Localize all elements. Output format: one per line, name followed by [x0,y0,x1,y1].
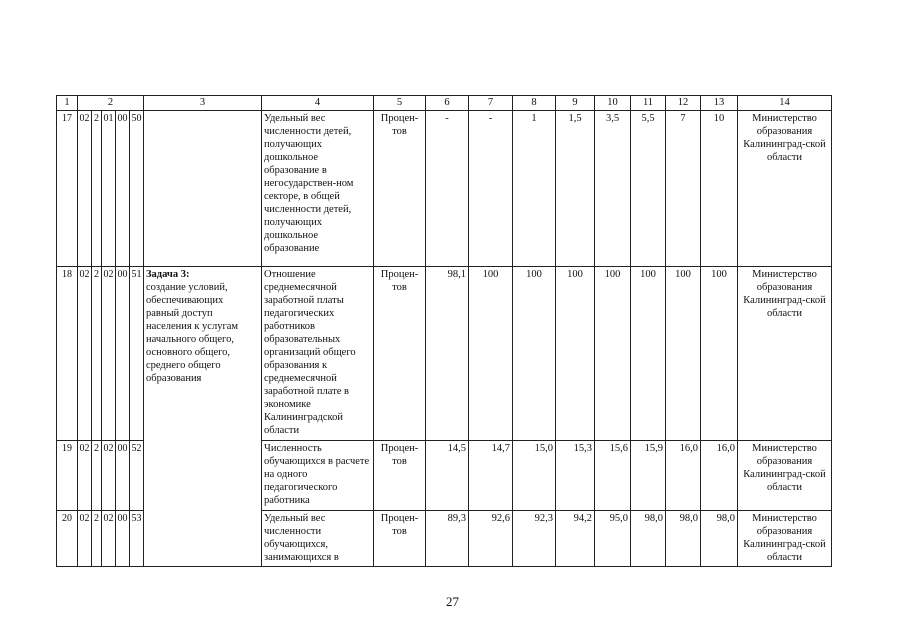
indicator-cell: Численность обучающихся в расчете на одного педагогического работника [262,441,374,511]
row-number: 20 [57,511,78,567]
code-cell: 2 [92,511,102,567]
header-cell: 9 [556,96,595,111]
page-number: 27 [446,594,459,609]
header-cell: 2 [78,96,144,111]
header-cell: 11 [631,96,666,111]
unit-cell: Процен-тов [374,441,426,511]
header-cell: 12 [666,96,701,111]
code-cell: 00 [116,111,130,267]
header-cell: 8 [513,96,556,111]
value-cell: 15,0 [513,441,556,511]
code-cell: 53 [130,511,144,567]
code-cell: 2 [92,441,102,511]
code-cell: 02 [102,511,116,567]
code-cell: 02 [102,267,116,441]
value-cell: - [426,111,469,267]
responsible-cell: Министерство образования Калининград-ской области [738,511,832,567]
value-cell: 100 [595,267,631,441]
value-cell: 15,3 [556,441,595,511]
header-cell: 7 [469,96,513,111]
value-cell: 15,6 [595,441,631,511]
value-cell: 15,9 [631,441,666,511]
code-cell: 00 [116,441,130,511]
table-row [57,111,832,267]
task-title: Задача 3: [146,269,190,280]
value-cell: 1 [513,111,556,267]
code-cell: 52 [130,441,144,511]
indicator-cell: Отношение среднемесячной заработной платы педагогических работников образовательных организаций общего образования к среднемесячной заработной плате в экономике Калининградской области [262,267,374,441]
header-cell: 6 [426,96,469,111]
task-text: создание условий, обеспечивающих равный доступ населения к услугам начального общего, основного общего, среднего общего образования [146,282,239,384]
value-cell: 100 [701,267,738,441]
code-cell: 50 [130,111,144,267]
value-cell: 100 [556,267,595,441]
code-cell: 02 [78,441,92,511]
header-cell: 1 [57,96,78,111]
indicators-table [56,95,832,567]
code-cell: 02 [78,511,92,567]
value-cell: 16,0 [701,441,738,511]
value-cell: 7 [666,111,701,267]
unit-cell: Процен-тов [374,511,426,567]
value-cell: 94,2 [556,511,595,567]
header-cell: 3 [144,96,262,111]
value-cell: 5,5 [631,111,666,267]
task-cell [144,267,262,567]
value-cell: 98,0 [701,511,738,567]
header-cell: 4 [262,96,374,111]
unit-cell: Процен-тов [374,267,426,441]
row-number: 17 [57,111,78,267]
table-row [57,267,832,441]
value-cell: 100 [631,267,666,441]
value-cell: 16,0 [666,441,701,511]
value-cell: 3,5 [595,111,631,267]
header-cell: 5 [374,96,426,111]
task-cell [144,111,262,267]
header-cell: 10 [595,96,631,111]
responsible-cell: Министерство образования Калининград-ской области [738,267,832,441]
header-cell: 13 [701,96,738,111]
code-cell: 00 [116,511,130,567]
value-cell: 92,6 [469,511,513,567]
value-cell: 95,0 [595,511,631,567]
value-cell: 98,1 [426,267,469,441]
code-cell: 00 [116,267,130,441]
value-cell: 10 [701,111,738,267]
code-cell: 2 [92,267,102,441]
value-cell: 1,5 [556,111,595,267]
value-cell: 100 [666,267,701,441]
indicator-cell: Удельный вес численности детей, получающих дошкольное образование в негосударствен-ном секторе, в общей численности детей, получающих дошкольное образование [262,111,374,267]
value-cell: - [469,111,513,267]
value-cell: 100 [469,267,513,441]
code-cell: 02 [78,267,92,441]
responsible-cell: Министерство образования Калининград-ской области [738,111,832,267]
code-cell: 02 [102,441,116,511]
value-cell: 14,5 [426,441,469,511]
unit-cell: Процен-тов [374,111,426,267]
header-row [57,96,832,111]
value-cell: 92,3 [513,511,556,567]
value-cell: 89,3 [426,511,469,567]
code-cell: 01 [102,111,116,267]
code-cell: 51 [130,267,144,441]
value-cell: 98,0 [631,511,666,567]
value-cell: 14,7 [469,441,513,511]
indicator-cell: Удельный вес численности обучающихся, занимающихся в [262,511,374,567]
code-cell: 2 [92,111,102,267]
responsible-cell: Министерство образования Калининград-ской области [738,441,832,511]
header-cell: 14 [738,96,832,111]
value-cell: 98,0 [666,511,701,567]
row-number: 18 [57,267,78,441]
code-cell: 02 [78,111,92,267]
value-cell: 100 [513,267,556,441]
row-number: 19 [57,441,78,511]
